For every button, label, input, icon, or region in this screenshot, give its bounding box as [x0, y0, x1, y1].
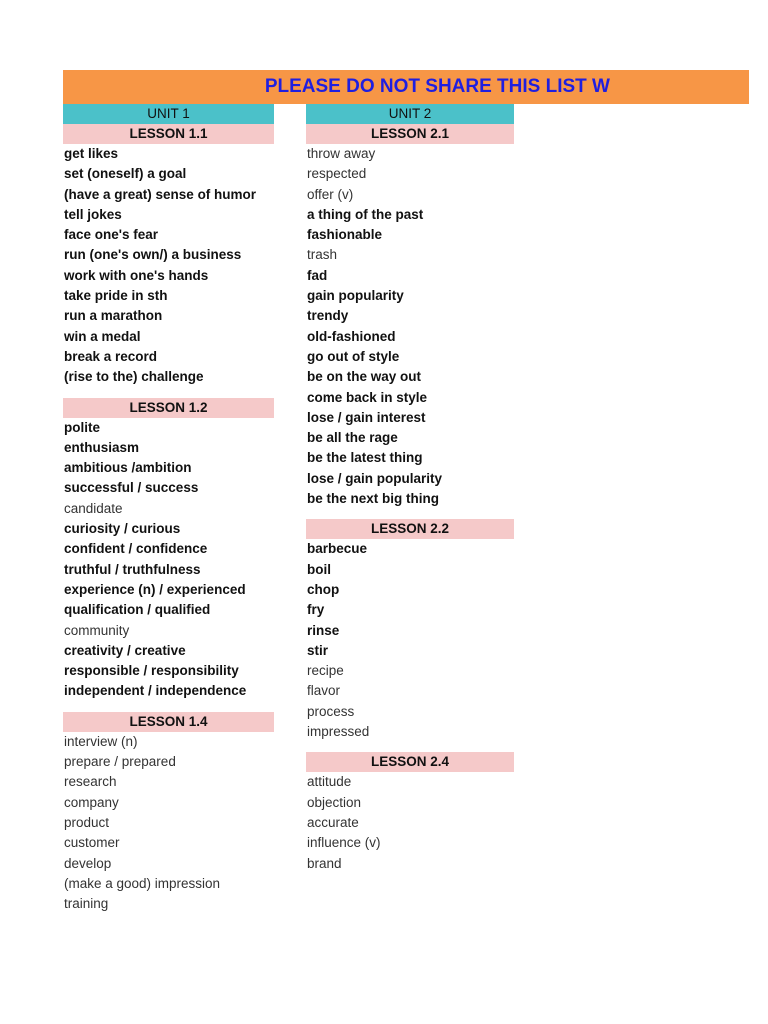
unit-1-column [63, 104, 274, 914]
spacer [63, 702, 274, 712]
lesson-header: LESSON 1.1 [63, 124, 274, 144]
vocab-item: independent / independence [64, 683, 247, 699]
vocab-item: chop [307, 581, 340, 597]
vocab-item: fashionable [307, 227, 383, 243]
vocab-item: boil [307, 561, 331, 577]
vocab-item: go out of style [307, 348, 400, 364]
vocab-item: ambitious /ambition [64, 460, 192, 476]
vocab-item: barbecue [307, 541, 368, 557]
unit-2-column [306, 104, 514, 874]
vocab-item: training [64, 896, 109, 912]
vocab-item: (rise to the) challenge [64, 369, 204, 385]
vocab-item: prepare / prepared [64, 754, 176, 770]
vocab-item: interview (n) [64, 733, 138, 749]
lesson-header: LESSON 1.4 [63, 712, 274, 732]
vocab-item: impressed [307, 724, 370, 740]
vocab-item: stir [307, 642, 329, 658]
vocab-item: polite [64, 419, 100, 435]
vocab-item: flavor [307, 683, 341, 699]
vocab-item: get likes [64, 146, 119, 161]
unit-header: UNIT 2 [306, 104, 514, 124]
vocab-item: trendy [307, 308, 349, 324]
vocab-item: candidate [64, 500, 123, 516]
vocab-item: accurate [307, 814, 359, 830]
vocab-item: brand [307, 855, 342, 871]
vocab-item: respected [307, 166, 367, 182]
vocab-item: community [64, 622, 130, 638]
vocab-item: be all the rage [307, 430, 398, 446]
vocab-item: run a marathon [64, 308, 163, 324]
vocab-item: gain popularity [307, 288, 404, 304]
vocab-item: offer (v) [307, 186, 354, 202]
vocab-item: process [307, 703, 355, 719]
vocab-item: face one's fear [64, 227, 159, 243]
vocab-item: confident / confidence [64, 541, 208, 557]
vocab-item: come back in style [307, 389, 428, 405]
vocab-item: tell jokes [64, 206, 122, 222]
vocab-item: company [64, 794, 119, 810]
vocab-item: product [64, 814, 110, 830]
lesson-header: LESSON 2.1 [306, 124, 514, 144]
vocab-item: lose / gain interest [307, 409, 426, 425]
vocab-item: successful / success [64, 480, 199, 496]
vocab-item: develop [64, 855, 112, 871]
vocab-item: run (one's own/) a business [64, 247, 242, 263]
vocab-item: be the latest thing [307, 450, 423, 466]
vocab-item: experience (n) / experienced [64, 581, 246, 597]
vocab-item: creativity / creative [64, 642, 186, 658]
vocab-item: customer [64, 835, 120, 851]
vocab-item: influence (v) [307, 835, 381, 851]
vocab-item: set (oneself) a goal [64, 166, 187, 182]
spacer [306, 742, 514, 752]
vocab-item: lose / gain popularity [307, 470, 443, 486]
vocab-item: throw away [307, 146, 376, 161]
spacer [63, 388, 274, 398]
vocab-item: work with one's hands [64, 267, 209, 283]
vocab-item: trash [307, 247, 338, 263]
vocab-item: old-fashioned [307, 328, 396, 344]
lesson-header: LESSON 1.2 [63, 398, 274, 418]
vocab-item: attitude [307, 774, 352, 790]
vocab-item: win a medal [64, 328, 141, 344]
vocab-item: objection [307, 794, 362, 810]
banner-text: PLEASE DO NOT SHARE THIS LIST W [264, 76, 610, 97]
vocab-item: fad [307, 267, 328, 283]
vocab-item: take pride in sth [64, 288, 168, 304]
vocab-item: responsible / responsibility [64, 663, 239, 679]
vocab-item: enthusiasm [64, 439, 140, 455]
lesson-header: LESSON 2.4 [306, 752, 514, 772]
unit-header: UNIT 1 [63, 104, 274, 124]
vocab-item: a thing of the past [307, 206, 424, 222]
vocab-item: (have a great) sense of humor [64, 186, 257, 202]
spacer [306, 509, 514, 519]
vocab-item: truthful / truthfulness [64, 561, 201, 577]
vocab-item: rinse [307, 622, 340, 638]
vocab-item: fry [307, 602, 325, 618]
warning-banner [63, 70, 749, 104]
vocab-item: research [64, 774, 117, 790]
vocab-item: be the next big thing [307, 491, 439, 507]
vocab-item: break a record [64, 348, 158, 364]
vocab-item: curiosity / curious [64, 521, 181, 537]
vocab-item: qualification / qualified [64, 602, 211, 618]
vocab-item: recipe [307, 663, 344, 679]
vocab-item: (make a good) impression [64, 875, 221, 891]
vocab-item: be on the way out [307, 369, 422, 385]
lesson-header: LESSON 2.2 [306, 519, 514, 539]
